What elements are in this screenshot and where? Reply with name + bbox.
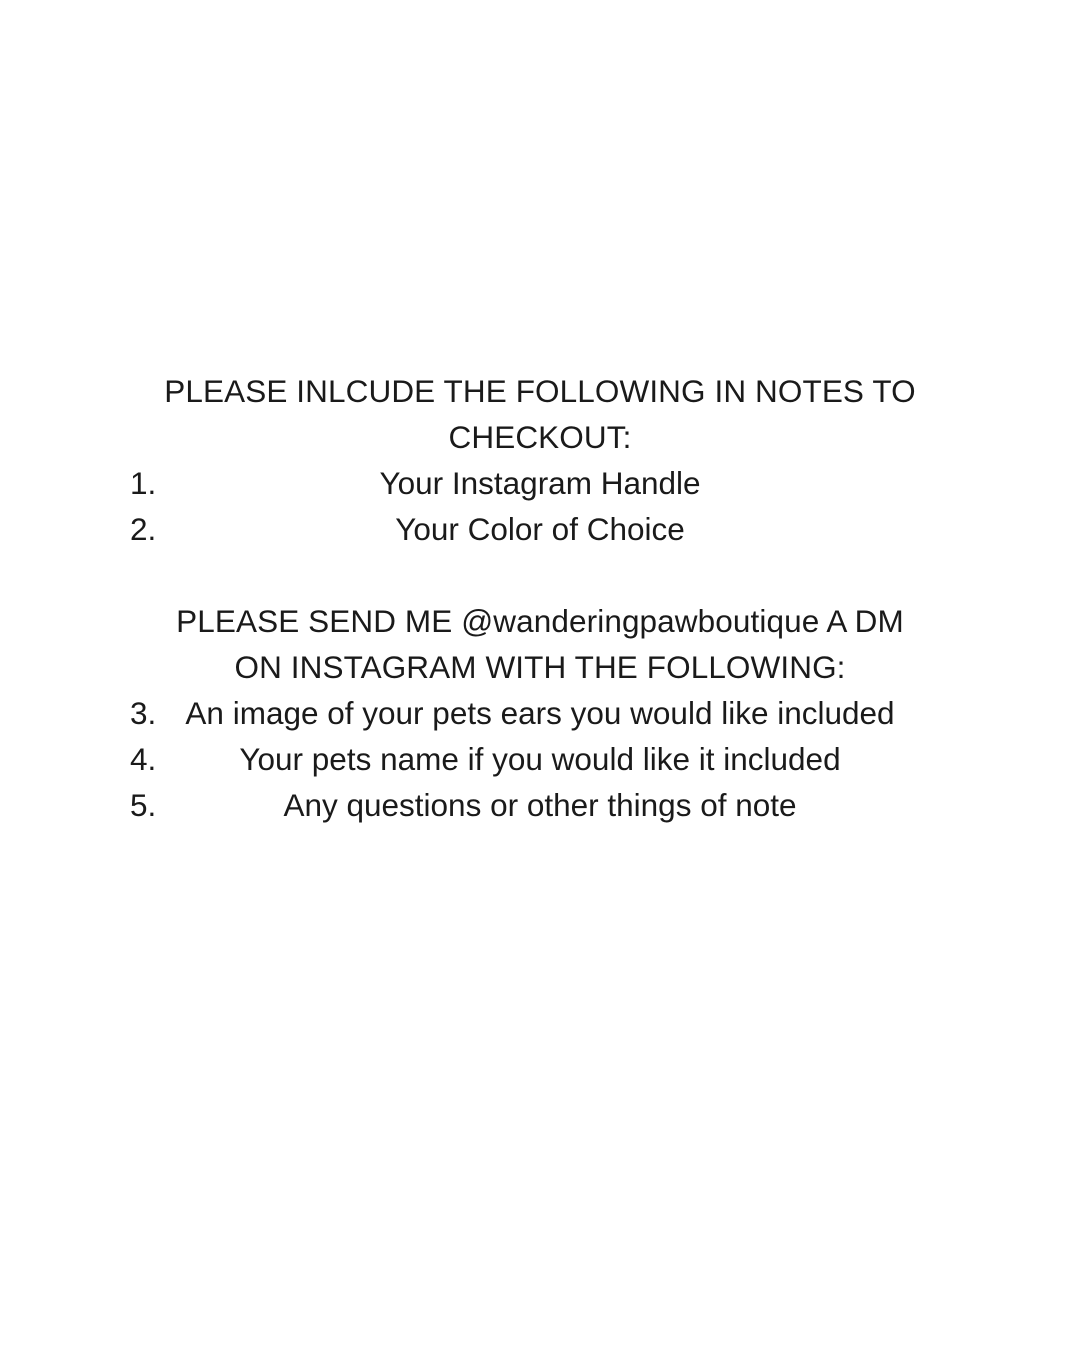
- dm-heading-line-2: ON INSTAGRAM WITH THE FOLLOWING:: [234, 649, 846, 685]
- list-item: [112, 690, 968, 736]
- section-checkout-notes: [112, 368, 968, 552]
- list-item-number: 5.: [130, 787, 157, 823]
- list-item: [112, 736, 968, 782]
- checkout-heading-line-2: CHECKOUT:: [448, 419, 632, 455]
- list-item-number: 3.: [130, 695, 157, 731]
- section-spacer: [112, 552, 968, 598]
- checkout-notes-list: [112, 460, 968, 552]
- list-item: [112, 460, 968, 506]
- list-item-label: Your Color of Choice: [395, 511, 685, 547]
- list-item-number: 4.: [130, 741, 157, 777]
- list-item: [112, 506, 968, 552]
- list-item-label: Your pets name if you would like it included: [239, 741, 841, 777]
- list-item-number: 1.: [130, 465, 157, 501]
- instructions-content: [0, 368, 1080, 828]
- list-item-label: Your Instagram Handle: [379, 465, 701, 501]
- list-item-number: 2.: [130, 511, 157, 547]
- dm-heading-line-1: PLEASE SEND ME @wanderingpawboutique A DM: [176, 603, 904, 639]
- section-instagram-dm: [112, 598, 968, 828]
- list-item-label: An image of your pets ears you would like included: [185, 695, 895, 731]
- checkout-heading-line-1: PLEASE INLCUDE THE FOLLOWING IN NOTES TO: [164, 373, 916, 409]
- list-item: [112, 782, 968, 828]
- instagram-dm-list: [112, 690, 968, 828]
- list-item-label: Any questions or other things of note: [283, 787, 797, 823]
